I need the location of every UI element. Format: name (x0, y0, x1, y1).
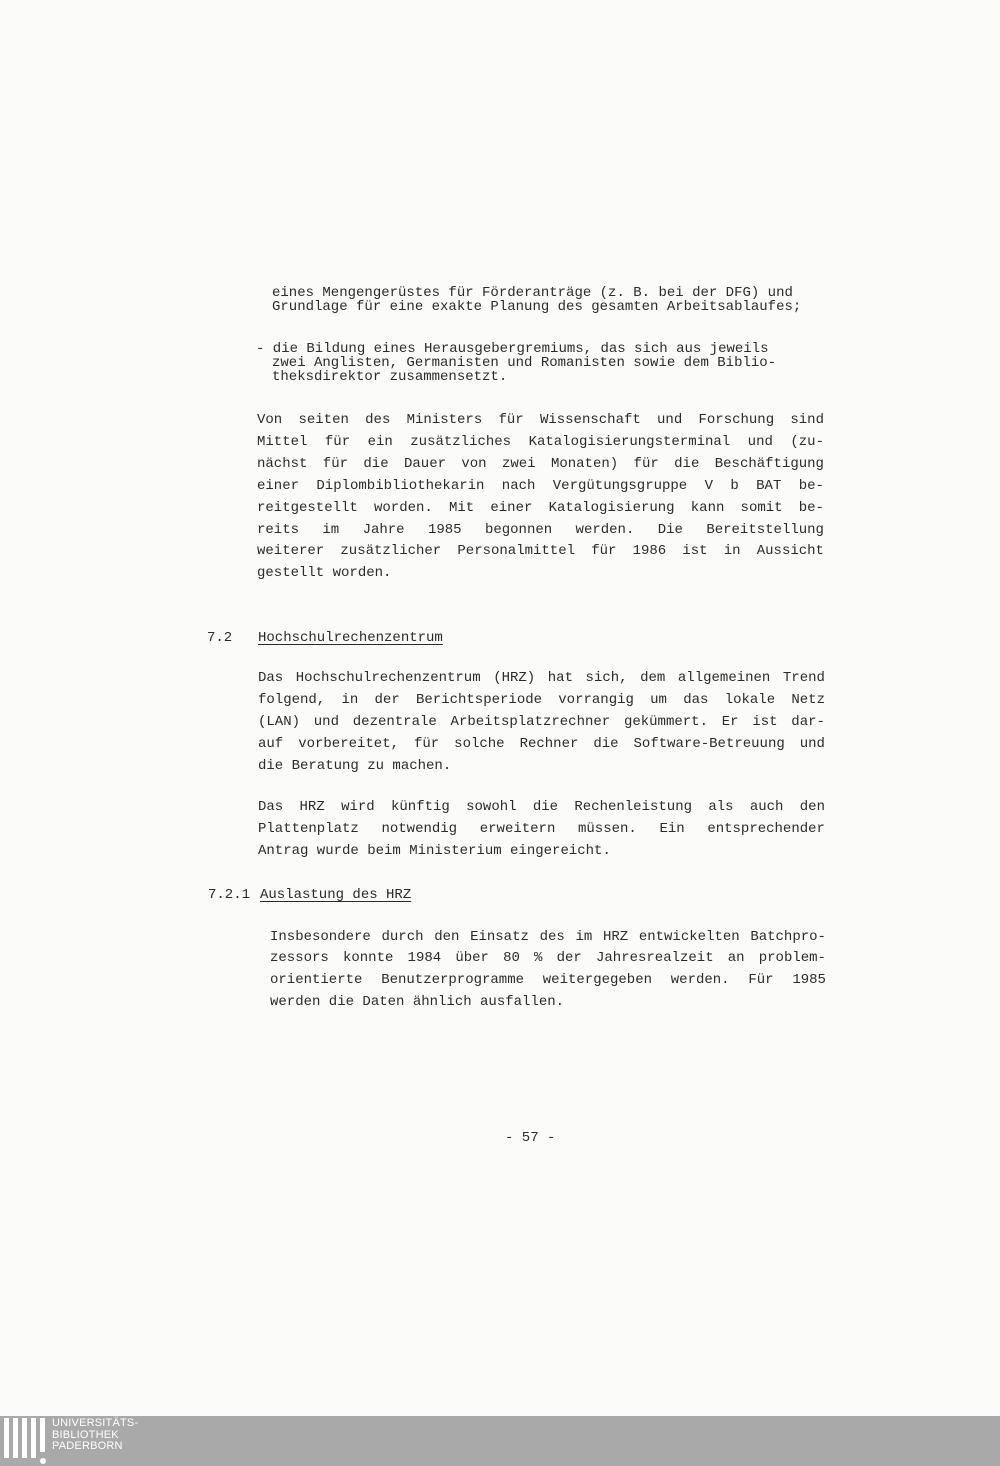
word: Für (748, 972, 774, 988)
library-logo-icon (4, 1418, 44, 1464)
page-number: - 57 - (505, 1130, 556, 1146)
word: einer (490, 500, 533, 516)
word: Einsatz (470, 929, 529, 945)
section-number: 7.2 (207, 630, 233, 646)
word: zwei (501, 456, 536, 472)
word: zessors (270, 950, 329, 966)
word: (zu- (790, 434, 824, 450)
justified-line (257, 478, 824, 494)
word: 1984 (407, 950, 442, 966)
word: über (455, 950, 489, 966)
paragraph-line: werden die Daten ähnlich ausfallen. (270, 994, 565, 1010)
word: Wissenschaft (539, 412, 641, 428)
word: Das (258, 799, 284, 815)
word: Ministers (406, 412, 483, 428)
word: der (374, 692, 400, 708)
word: Das (258, 670, 284, 686)
word: einer (257, 478, 300, 494)
word: % (534, 950, 543, 966)
list-item-line: theksdirektor zusammensetzt. (272, 369, 508, 385)
word: folgend, (258, 692, 326, 708)
word: und (799, 736, 825, 752)
justified-line (257, 434, 824, 450)
word: Rechner (519, 736, 579, 752)
justified-line (270, 972, 826, 988)
word: reitgestellt (257, 500, 358, 516)
word: Benutzerprogramme (381, 972, 525, 988)
word: um (650, 692, 667, 708)
word: sich, (585, 670, 628, 686)
word: Batchpro- (750, 929, 826, 945)
word: dem (640, 670, 666, 686)
word: Personalmittel (457, 543, 576, 559)
word: 1985 (792, 972, 826, 988)
paragraph-line: eines Mengengerüstes für Förderanträge (z. B. bei der DFG) und (272, 285, 793, 301)
word: die (532, 799, 559, 815)
word: 80 (503, 950, 520, 966)
word: für (413, 736, 440, 752)
word: weitergegeben (542, 972, 652, 988)
justified-line (270, 929, 826, 945)
word: seiten (298, 412, 349, 428)
word: Plattenplatz (258, 821, 359, 837)
word: orientierte (270, 972, 363, 988)
justified-line (257, 456, 824, 472)
word: zusätzlicher (340, 543, 442, 559)
word: Berichtsperiode (416, 692, 543, 708)
word: der (556, 950, 582, 966)
word: BAT (756, 478, 782, 494)
word: nächst (257, 456, 308, 472)
word: die (593, 736, 619, 752)
word: HRZ (602, 929, 629, 945)
paragraph-line: gestellt worden. (257, 565, 392, 581)
word: be- (798, 478, 824, 494)
word: worden. (374, 500, 433, 516)
word: dezentrale (352, 714, 437, 730)
word: Rechenleistung (574, 799, 692, 815)
word: durch (381, 929, 424, 945)
paragraph-line: Grundlage für eine exakte Planung des gesamten Arbeitsablaufes; (272, 299, 802, 315)
word: vorrangig (558, 692, 634, 708)
word: gekümmert. (623, 714, 708, 730)
word: und (313, 714, 339, 730)
word: Die (657, 522, 683, 538)
word: problem- (758, 950, 826, 966)
word: des (365, 412, 391, 428)
word: ist (752, 714, 778, 730)
word: die (363, 456, 389, 472)
word: Arbeitsplatzrechner (450, 714, 611, 730)
word: als (708, 799, 734, 815)
word: Bereitstellung (706, 522, 824, 538)
word: ein (367, 434, 393, 450)
word: Katalogisierungsterminal (528, 434, 731, 450)
justified-line (258, 714, 825, 730)
word: Er (721, 714, 739, 730)
word: für (633, 456, 659, 472)
justified-line (257, 522, 824, 538)
word: sowohl (466, 799, 517, 815)
library-name-line: UNIVERSITÄTS- (52, 1417, 139, 1429)
section-title: Auslastung des HRZ (260, 887, 412, 903)
word: künftig (390, 799, 450, 815)
word: entsprechender (707, 821, 825, 837)
list-item-line: zwei Anglisten, Germanisten und Romanisten sowie dem Biblio- (272, 355, 777, 371)
paragraph-line: Antrag wurde beim Ministerium eingereicht. (258, 843, 611, 859)
word: für (498, 412, 524, 428)
word: Software-Betreuung (633, 736, 785, 752)
word: für (322, 456, 349, 472)
word: für (324, 434, 351, 450)
word: reits (257, 522, 300, 538)
word: die (674, 456, 700, 472)
word: auch (749, 799, 784, 815)
word: Beschäftigung (714, 456, 824, 472)
justified-line (258, 670, 825, 686)
justified-line (258, 736, 825, 752)
section-title: Hochschulrechenzentrum (258, 630, 443, 646)
library-name-line: PADERBORN (52, 1440, 123, 1452)
word: des (539, 929, 565, 945)
library-footer (0, 1416, 1000, 1466)
word: und (747, 434, 773, 450)
word: lokale (724, 692, 776, 708)
justified-line (270, 950, 826, 966)
word: kann (690, 500, 725, 516)
word: den (434, 929, 460, 945)
word: Trend (782, 670, 825, 686)
word: Vergütungsgruppe (552, 478, 688, 494)
word: in (723, 543, 741, 559)
word: Hochschulrechenzentrum (295, 670, 481, 686)
word: wird (341, 799, 375, 815)
word: hat (547, 670, 573, 686)
word: begonnen (484, 522, 553, 538)
justified-line (257, 500, 824, 516)
justified-line (258, 692, 825, 708)
word: Von (257, 412, 283, 428)
word: erweitern (479, 821, 556, 837)
word: werden. (575, 522, 635, 538)
word: notwendig (381, 821, 458, 837)
word: dar- (791, 714, 825, 730)
word: weiterer (257, 543, 325, 559)
word: Insbesondere (270, 929, 371, 945)
word: Dauer (403, 456, 446, 472)
word: Diplombibliothekarin (316, 478, 485, 494)
justified-line (257, 543, 824, 559)
word: Aussicht (756, 543, 824, 559)
word: Forschung (698, 412, 775, 428)
word: be- (798, 500, 824, 516)
word: für (591, 543, 617, 559)
word: solche (454, 736, 505, 752)
word: Mit (448, 500, 475, 516)
justified-line (258, 821, 825, 837)
library-name-line: BIBLIOTHEK (52, 1428, 119, 1441)
word: ist (682, 543, 708, 559)
word: b (730, 478, 739, 494)
word: entwickelten (638, 929, 740, 945)
word: und (657, 412, 683, 428)
word: zusätzliches (410, 434, 512, 450)
word: (LAN) (258, 714, 301, 730)
word: HRZ (299, 799, 325, 815)
word: vorbereitet, (298, 736, 400, 752)
word: Mittel (257, 434, 308, 450)
word: Jahresrealzeit (595, 950, 714, 966)
word: 1986 (632, 543, 667, 559)
word: müssen. (578, 821, 637, 837)
word: Ein (659, 821, 685, 837)
word: Jahre (362, 522, 405, 538)
word: den (799, 799, 825, 815)
word: werden. (670, 972, 730, 988)
word: (HRZ) (493, 670, 536, 686)
word: Katalogisierung (548, 500, 675, 516)
justified-line (258, 799, 825, 815)
word: Monaten) (550, 456, 619, 472)
word: auf (258, 736, 284, 752)
justified-line (257, 412, 824, 428)
word: das (683, 692, 709, 708)
word: sind (790, 412, 824, 428)
library-name (52, 1418, 138, 1453)
word: im (575, 929, 593, 945)
word: im (322, 522, 340, 538)
list-item-line: - die Bildung eines Herausgebergremiums, das sich aus jeweils (256, 341, 769, 357)
word: somit (740, 500, 783, 516)
word: nach (501, 478, 536, 494)
word: allgemeinen (677, 670, 771, 686)
word: in (341, 692, 359, 708)
word: 1985 (427, 522, 462, 538)
word: von (461, 456, 487, 472)
paragraph-line: die Beratung zu machen. (258, 758, 452, 774)
word: an (727, 950, 745, 966)
word: konnte (342, 950, 394, 966)
word: V (704, 478, 713, 494)
section-number: 7.2.1 (208, 887, 251, 903)
word: Netz (791, 692, 825, 708)
